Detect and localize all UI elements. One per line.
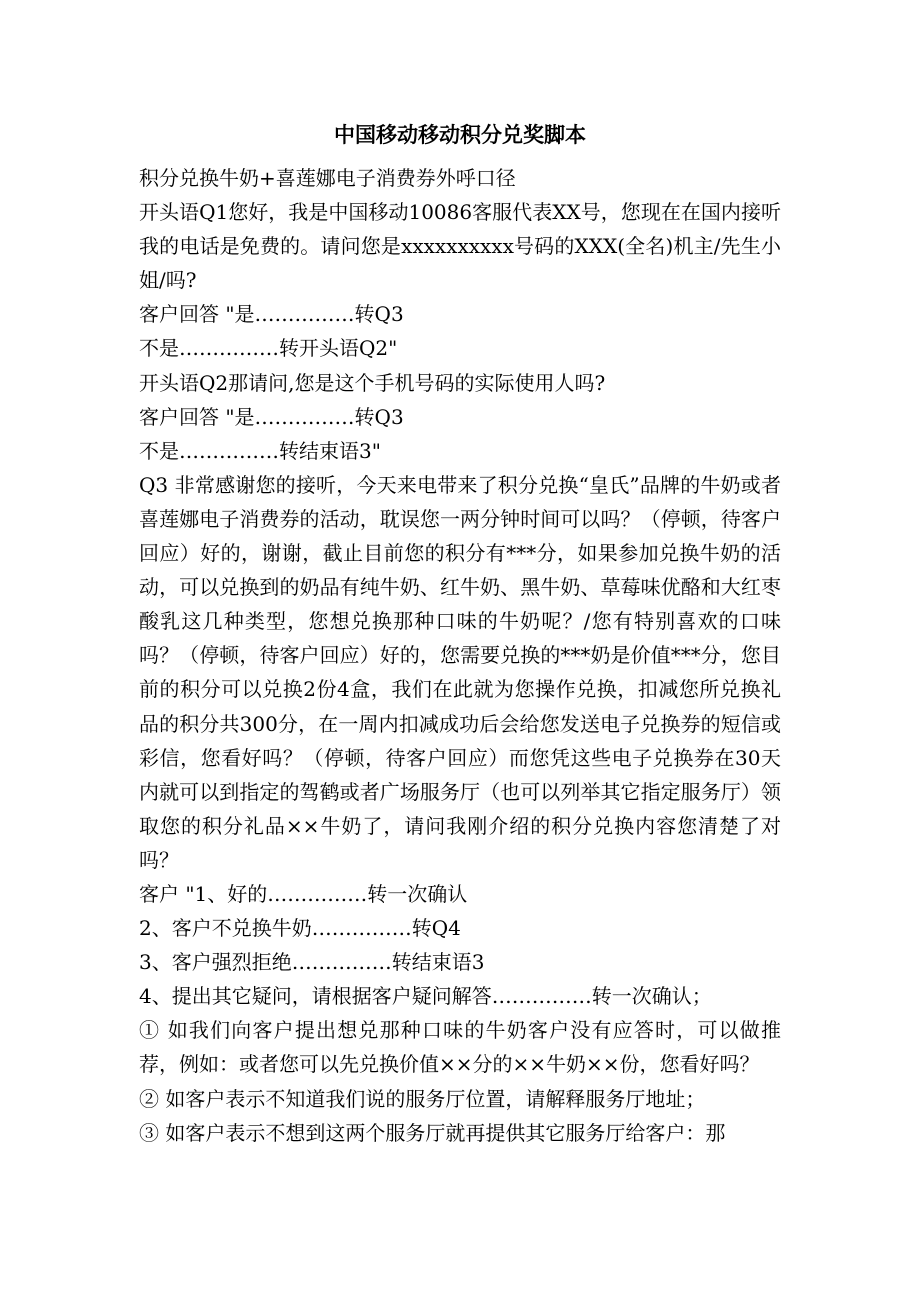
paragraph-customer-option-1: 客户 "1、好的……………转一次确认: [139, 881, 468, 906]
paragraph-note-2: ② 如客户表示不知道我们说的服务厅位置，请解释服务厅地址；: [139, 1086, 706, 1111]
paragraph-q2: 开头语Q2那请问,您是这个手机号码的实际使用人吗?: [139, 370, 606, 395]
paragraph-subtitle: 积分兑换牛奶+喜莲娜电子消费券外呼口径: [139, 166, 516, 190]
paragraph-q2-answer-no: 不是……………转结束语3": [139, 438, 381, 463]
paragraph-note-3: ③ 如客户表示不想到这两个服务厅就再提供其它服务厅给客户：那: [139, 1120, 726, 1145]
paragraph-q2-answer-yes: 客户回答 "是……………转Q3: [139, 404, 404, 429]
paragraph-note-1: ① 如我们向客户提出想兑那种口味的牛奶客户没有应答时，可以做推荐，例如：或者您可以先兑换价值××分的××牛奶××份，您看好吗？: [139, 1018, 781, 1077]
paragraph-customer-option-3: 3、客户强烈拒绝……………转结束语3: [139, 950, 485, 975]
paragraph-q1: 开头语Q1您好，我是中国移动10086客服代表XX号，您现在在国内接听我的电话是免费的。请问您是xxxxxxxxxx号码的XXX(全名)机主/先生小姐/吗?: [139, 200, 781, 293]
document-title: 中国移动移动积分兑奖脚本: [334, 122, 586, 147]
paragraph-customer-option-2: 2、客户不兑换牛奶……………转Q4: [139, 916, 461, 941]
paragraph-q1-answer-no: 不是……………转开头语Q2": [139, 336, 398, 361]
paragraph-customer-option-4: 4、提出其它疑问，请根据客户疑问解答……………转一次确认；: [139, 984, 712, 1009]
paragraph-q3: Q3 非常感谢您的接听，今天来电带来了积分兑换“皇氏”品牌的牛奶或者喜莲娜电子消费券的活动，耽误您一两分钟时间可以吗？（停顿，待客户回应）好的，谢谢，截止目前您的积分有***分，如果参加兑换牛奶的活动，可以兑换到的奶品有纯牛奶、红牛奶、黑牛奶、草莓味优酪和大红枣酸乳这几种类型，您想兑换那种口味的牛奶呢？/您有特别喜欢的口味吗？（停顿，待客户回应）好的，您需要兑换的***奶是价值***分，您目前的积分可以兑换2份4盒，我们在此就为您操作兑换，扣减您所兑换礼品的积分共300分，在一周内扣减成功后会给您发送电子兑换券的短信或彩信，您看好吗？（停顿，待客户回应）而您凭这些电子兑换券在30天内就可以到指定的驾鹤或者广场服务厅（也可以列举其它指定服务厅）领取您的积分礼品××牛奶了，请问我刚介绍的积分兑换内容您清楚了对吗？: [139, 472, 781, 872]
paragraph-q1-answer-yes: 客户回答 "是……………转Q3: [139, 302, 404, 327]
document-body: [139, 161, 781, 1150]
